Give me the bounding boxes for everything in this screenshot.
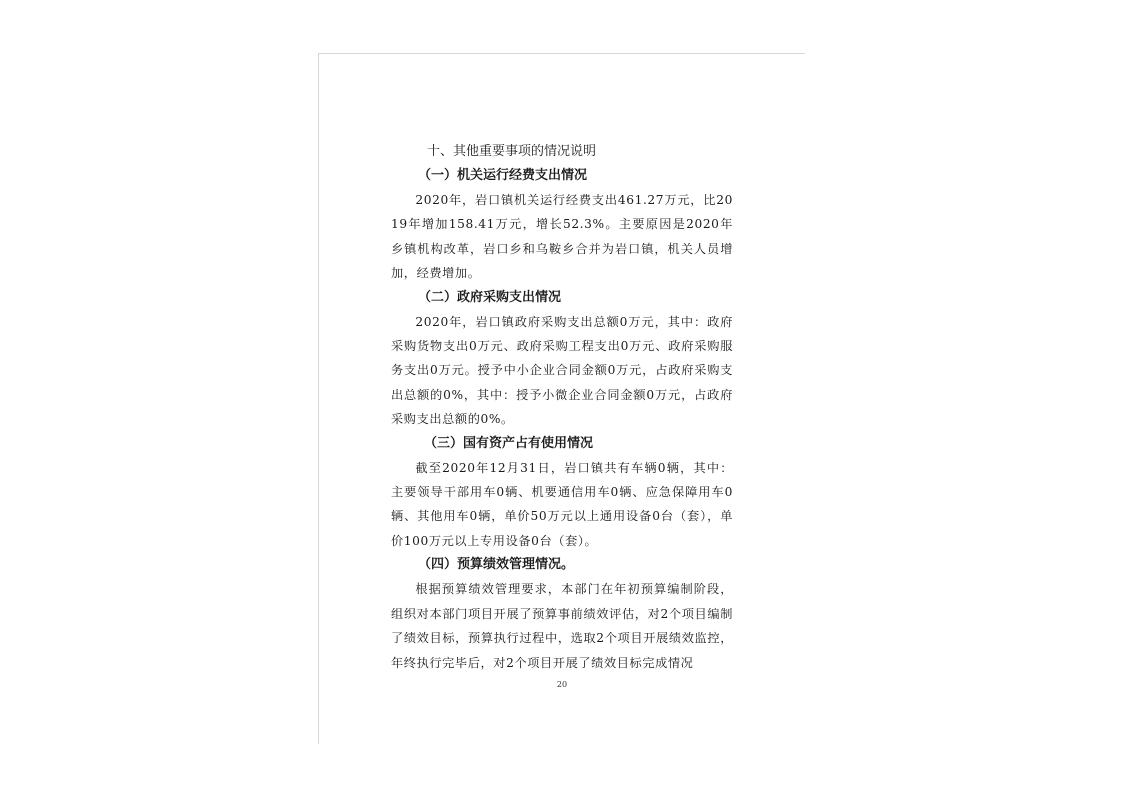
paragraph-1: 2020年，岩口镇机关运行经费支出461.27万元，比2019年增加158.41万元，增长52.3%。主要原因是2020年乡镇机构改革，岩口乡和乌鞍乡合并为岩口镇，机关人员增加，经费增加。 xyxy=(391,193,733,281)
section-heading-4: （四）预算绩效管理情况。 xyxy=(418,557,575,573)
paragraph-2: 2020年，岩口镇政府采购支出总额0万元，其中：政府采购货物支出0万元、政府采购工程支出0万元、政府采购服务支出0万元。授予中小企业合同金额0万元，占政府采购支出总额的0%，其中：授予小微企业合同金额0万元，占政府采购支出总额的0%。 xyxy=(391,314,733,427)
document-page xyxy=(318,53,805,744)
paragraph-4: 根据预算绩效管理要求，本部门在年初预算编制阶段，组织对本部门项目开展了预算事前绩效评估，对2个项目编制了绩效目标，预算执行过程中，选取2个项目开展绩效监控，年终执行完毕后，对2个项目开展了绩效目标完成情况 xyxy=(391,582,733,670)
page-number: 20 xyxy=(556,680,568,689)
document-body xyxy=(391,140,733,675)
section-heading-1: （一）机关运行经费支出情况 xyxy=(418,168,588,183)
section-heading-3: （三）国有资产占有使用情况 xyxy=(424,435,594,451)
section-heading-2: （二）政府采购支出情况 xyxy=(418,289,562,305)
paragraph-3: 截至2020年12月31日，岩口镇共有车辆0辆，其中：主要领导干部用车0辆、机要通信用车0辆、应急保障用车0辆、其他用车0辆，单价50万元以上通用设备0台（套），单价100万元以上专用设备0台（套）。 xyxy=(391,460,733,548)
section-heading-main: 十、其他重要事项的情况说明 xyxy=(427,144,597,159)
